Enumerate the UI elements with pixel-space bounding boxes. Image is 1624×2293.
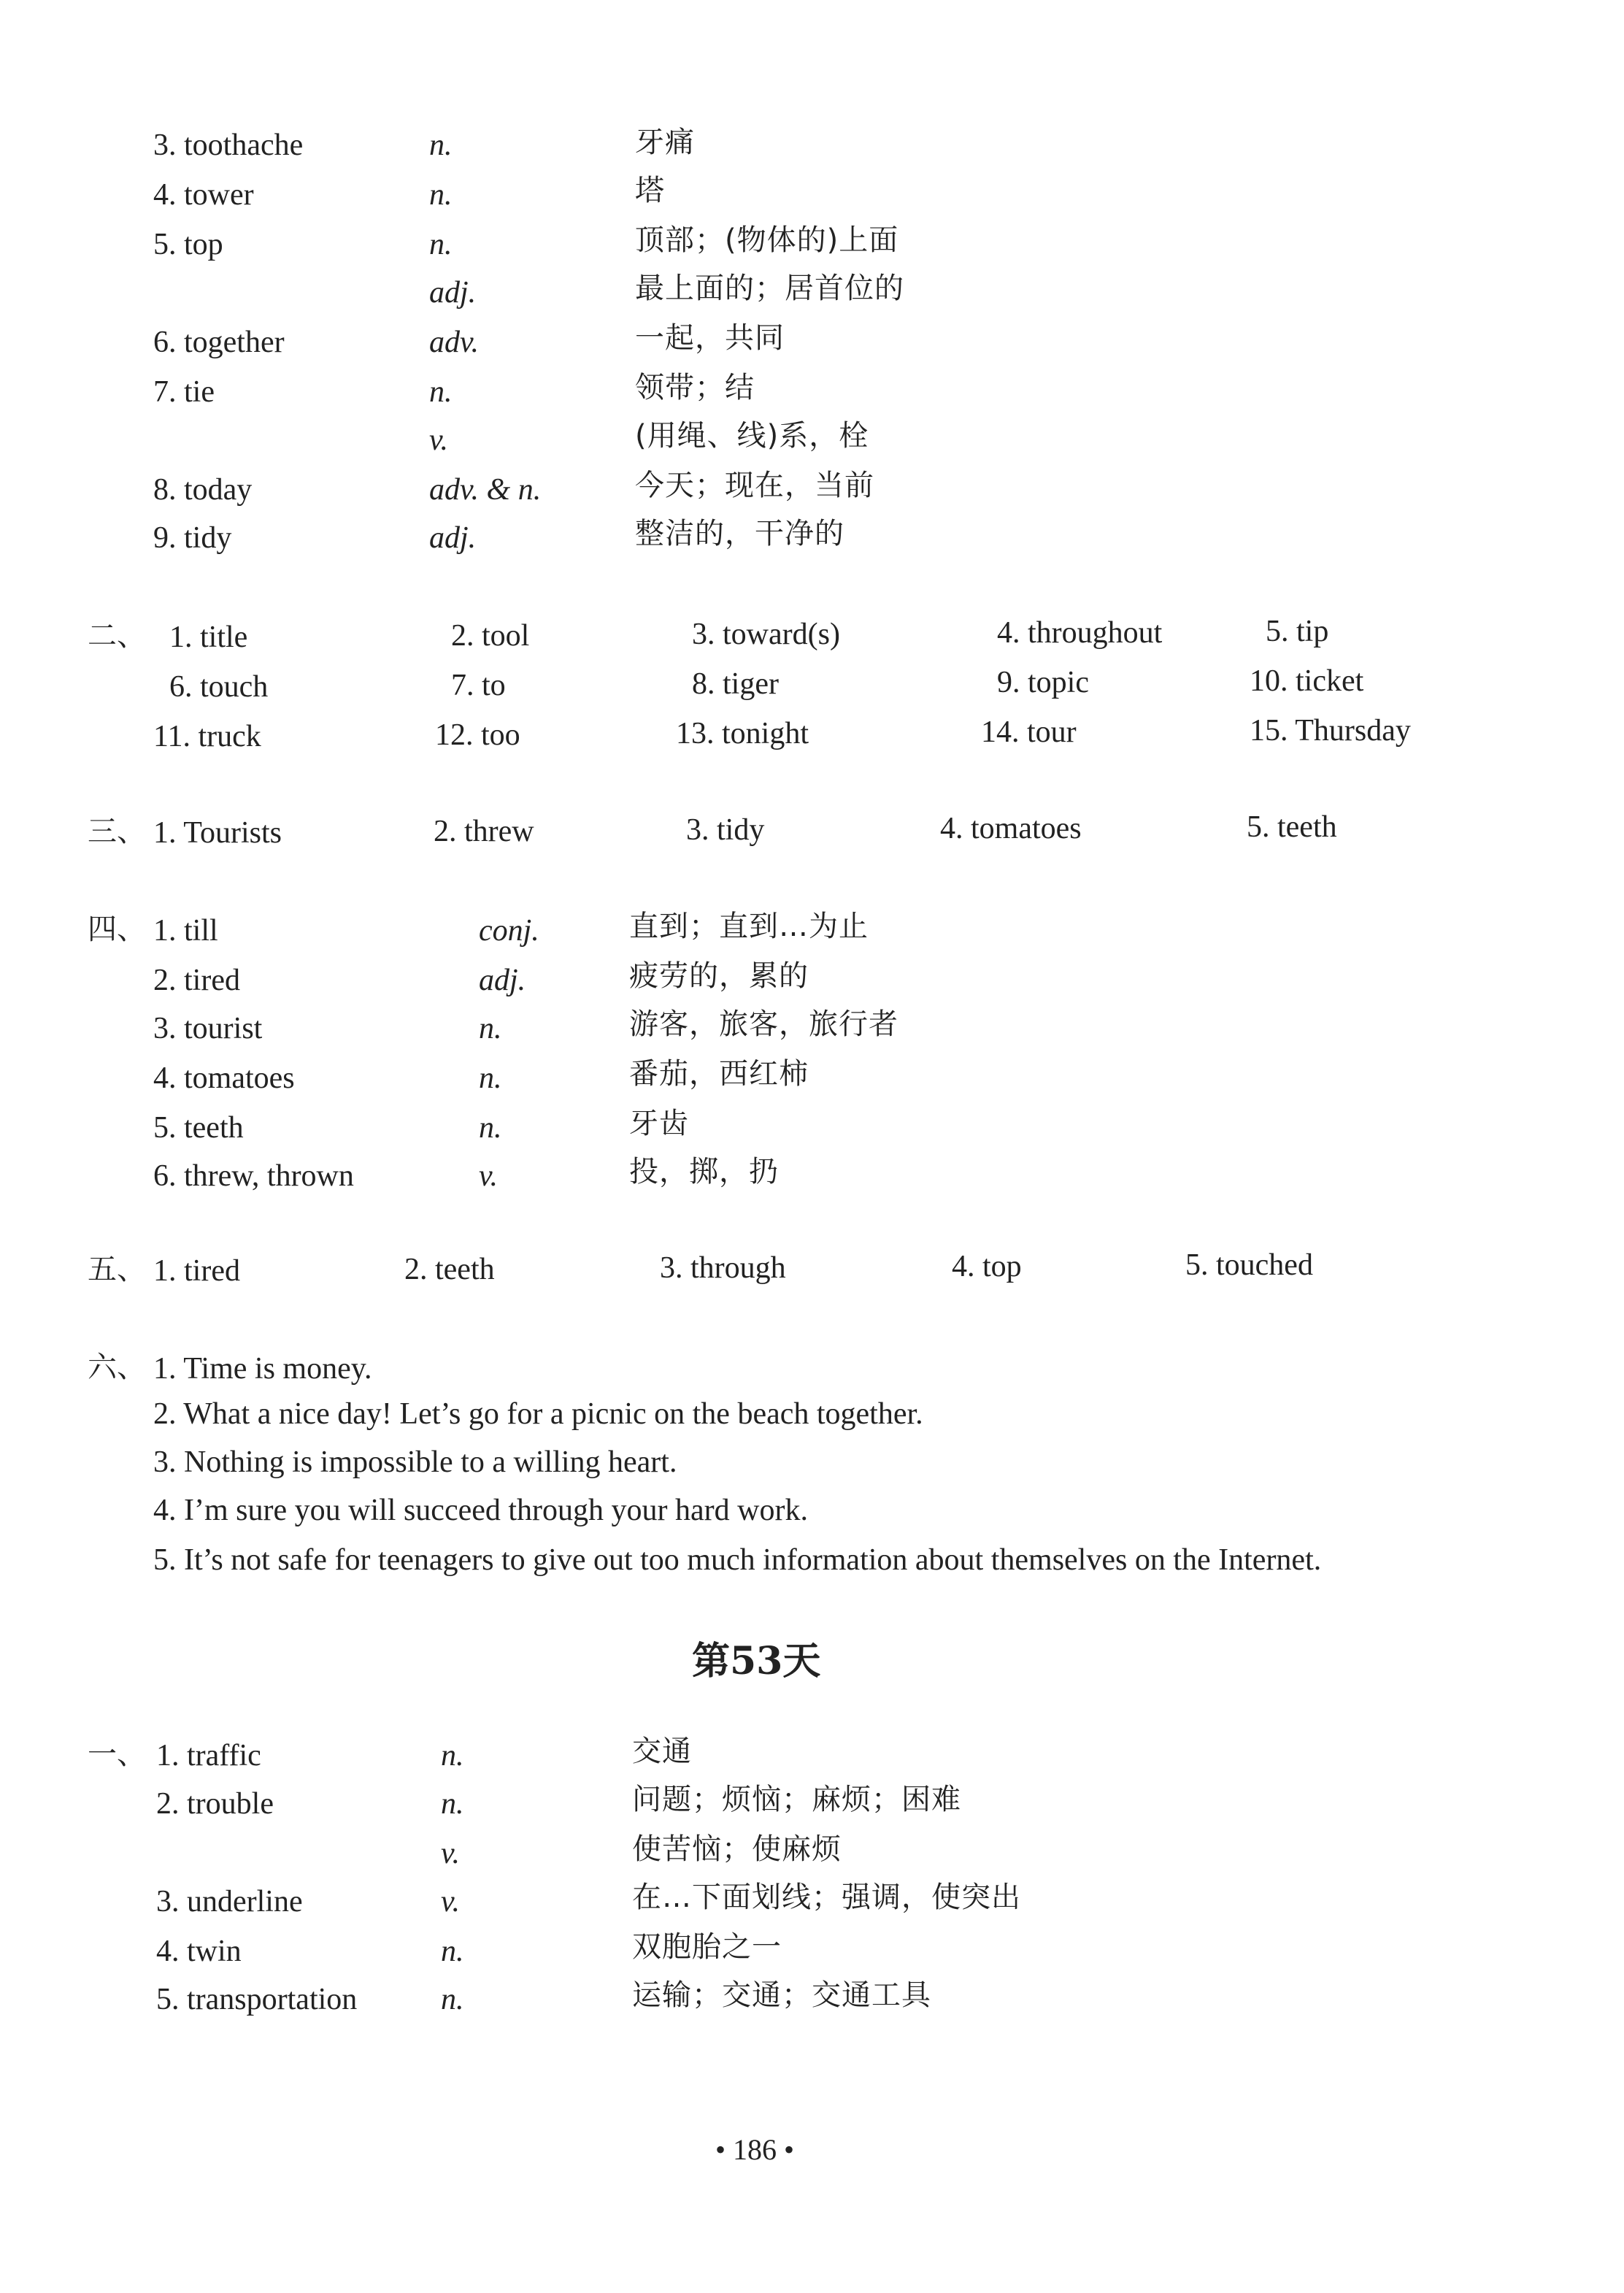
vocab-pos: n. [429,128,453,162]
answer-item: 1. title [169,621,248,654]
answer-item: 1. Tourists [153,816,282,850]
vocab-word: 5. transportation [156,1983,358,2016]
vocab-word: 5. top [153,228,223,261]
vocab-meaning: 使苦恼；使麻烦 [632,1832,842,1866]
vocab-pos: n. [429,178,453,212]
vocab-pos: n. [441,1935,464,1968]
answer-item: 1. tired [153,1254,240,1288]
answer-item: 6. touch [169,670,269,704]
section-marker: 四、 [88,913,146,946]
sentence: 4. I’m sure you will succeed through your hard work. [153,1494,808,1527]
vocab-word: 3. tourist [153,1012,263,1045]
sentence: 3. Nothing is impossible to a willing heart. [153,1445,677,1479]
day-heading: 第53天 [692,1639,821,1683]
vocab-pos: adj. [479,964,526,997]
answer-item: 2. threw [434,815,534,848]
section-marker: 三、 [88,815,146,848]
answer-item: 4. tomatoes [940,812,1082,845]
vocab-word: 4. twin [156,1935,242,1968]
vocab-pos: adj. [429,521,477,555]
answer-item: 14. tour [981,715,1077,749]
vocab-meaning: 运输；交通；交通工具 [632,1978,931,2012]
vocab-pos: n. [429,228,453,261]
vocab-pos: v. [479,1159,499,1193]
vocab-word: 4. tomatoes [153,1061,295,1095]
vocab-meaning: 双胞胎之一 [632,1930,782,1964]
vocab-word: 7. tie [153,375,215,409]
vocab-meaning: 一起，共同 [635,321,785,355]
vocab-word: 6. together [153,326,285,359]
vocab-pos: v. [441,1885,461,1918]
answer-item: 9. topic [997,666,1089,699]
vocab-word: 9. tidy [153,521,232,555]
sentence: 5. It’s not safe for teenagers to give out too much information about themselves on the Internet. [153,1543,1322,1577]
answer-item: 2. teeth [404,1253,495,1286]
vocab-meaning: 问题；烦恼；麻烦；困难 [632,1783,961,1816]
answer-item: 8. tiger [692,667,779,701]
answer-item: 10. ticket [1250,664,1364,698]
vocab-word: 3. toothache [153,128,304,162]
vocab-pos: n. [441,1787,464,1821]
vocab-meaning: 塔 [635,174,665,207]
vocab-pos: conj. [479,914,539,948]
vocab-meaning: 顶部；(物体的)上面 [635,223,899,257]
answer-item: 5. tip [1266,615,1329,648]
answer-item: 4. top [952,1250,1022,1283]
answer-item: 3. toward(s) [692,618,840,651]
vocab-meaning: 游客，旅客，旅行者 [629,1007,898,1041]
vocab-meaning: 番茄，西红柿 [629,1057,809,1091]
answer-item: 12. too [435,718,520,752]
vocab-meaning: 牙痛 [635,126,695,159]
vocab-meaning: 最上面的；居首位的 [635,272,904,305]
vocab-pos: n. [479,1012,502,1045]
answer-item: 7. to [451,669,506,702]
sentence: 2. What a nice day! Let’s go for a picnic on the beach together. [153,1397,923,1431]
vocab-pos: adj. [429,276,477,310]
vocab-meaning: 在…下面划线；强调，使突出 [632,1881,1021,1914]
vocab-meaning: 整洁的，干净的 [635,517,844,550]
answer-item: 4. throughout [997,616,1163,650]
answer-item: 5. touched [1185,1248,1313,1282]
page-number: • 186 • [715,2133,795,2166]
vocab-meaning: 牙齿 [629,1107,689,1140]
section-marker: 二、 [88,619,146,653]
vocab-meaning: 投，掷，扔 [629,1155,779,1188]
vocab-meaning: 领带；结 [635,371,755,404]
vocab-word: 1. till [153,914,218,948]
vocab-meaning: (用绳、线)系，栓 [635,419,869,453]
answer-item: 15. Thursday [1250,714,1411,748]
vocab-pos: n. [441,1739,464,1772]
vocab-meaning: 疲劳的，累的 [629,959,809,993]
vocab-meaning: 交通 [632,1735,692,1768]
vocab-word: 2. trouble [156,1787,274,1821]
vocab-pos: adv. [429,326,480,359]
vocab-word: 2. tired [153,964,240,997]
vocab-meaning: 直到；直到…为止 [629,910,869,943]
answer-item: 5. teeth [1247,810,1337,844]
sentence: 1. Time is money. [153,1352,372,1386]
answer-item: 3. through [660,1251,786,1285]
vocab-pos: n. [429,375,453,409]
vocab-word: 8. today [153,473,253,507]
vocab-pos: n. [479,1111,502,1145]
vocab-pos: adv. & n. [429,473,542,507]
section-marker: 五、 [88,1253,146,1286]
vocab-pos: n. [479,1061,502,1095]
vocab-word: 4. tower [153,178,254,212]
answer-item: 11. truck [153,720,261,753]
vocab-word: 5. teeth [153,1111,244,1145]
answer-item: 3. tidy [686,813,765,847]
vocab-pos: v. [429,423,449,457]
vocab-meaning: 今天；现在，当前 [635,469,874,502]
vocab-word: 6. threw, thrown [153,1159,354,1193]
section-marker: 一、 [88,1737,146,1771]
vocab-word: 3. underline [156,1885,303,1918]
answer-item: 2. tool [451,619,530,653]
vocab-pos: n. [441,1983,464,2016]
section-marker: 六、 [88,1351,146,1384]
vocab-word: 1. traffic [156,1739,261,1772]
vocab-pos: v. [441,1837,461,1870]
answer-item: 13. tonight [676,717,809,750]
